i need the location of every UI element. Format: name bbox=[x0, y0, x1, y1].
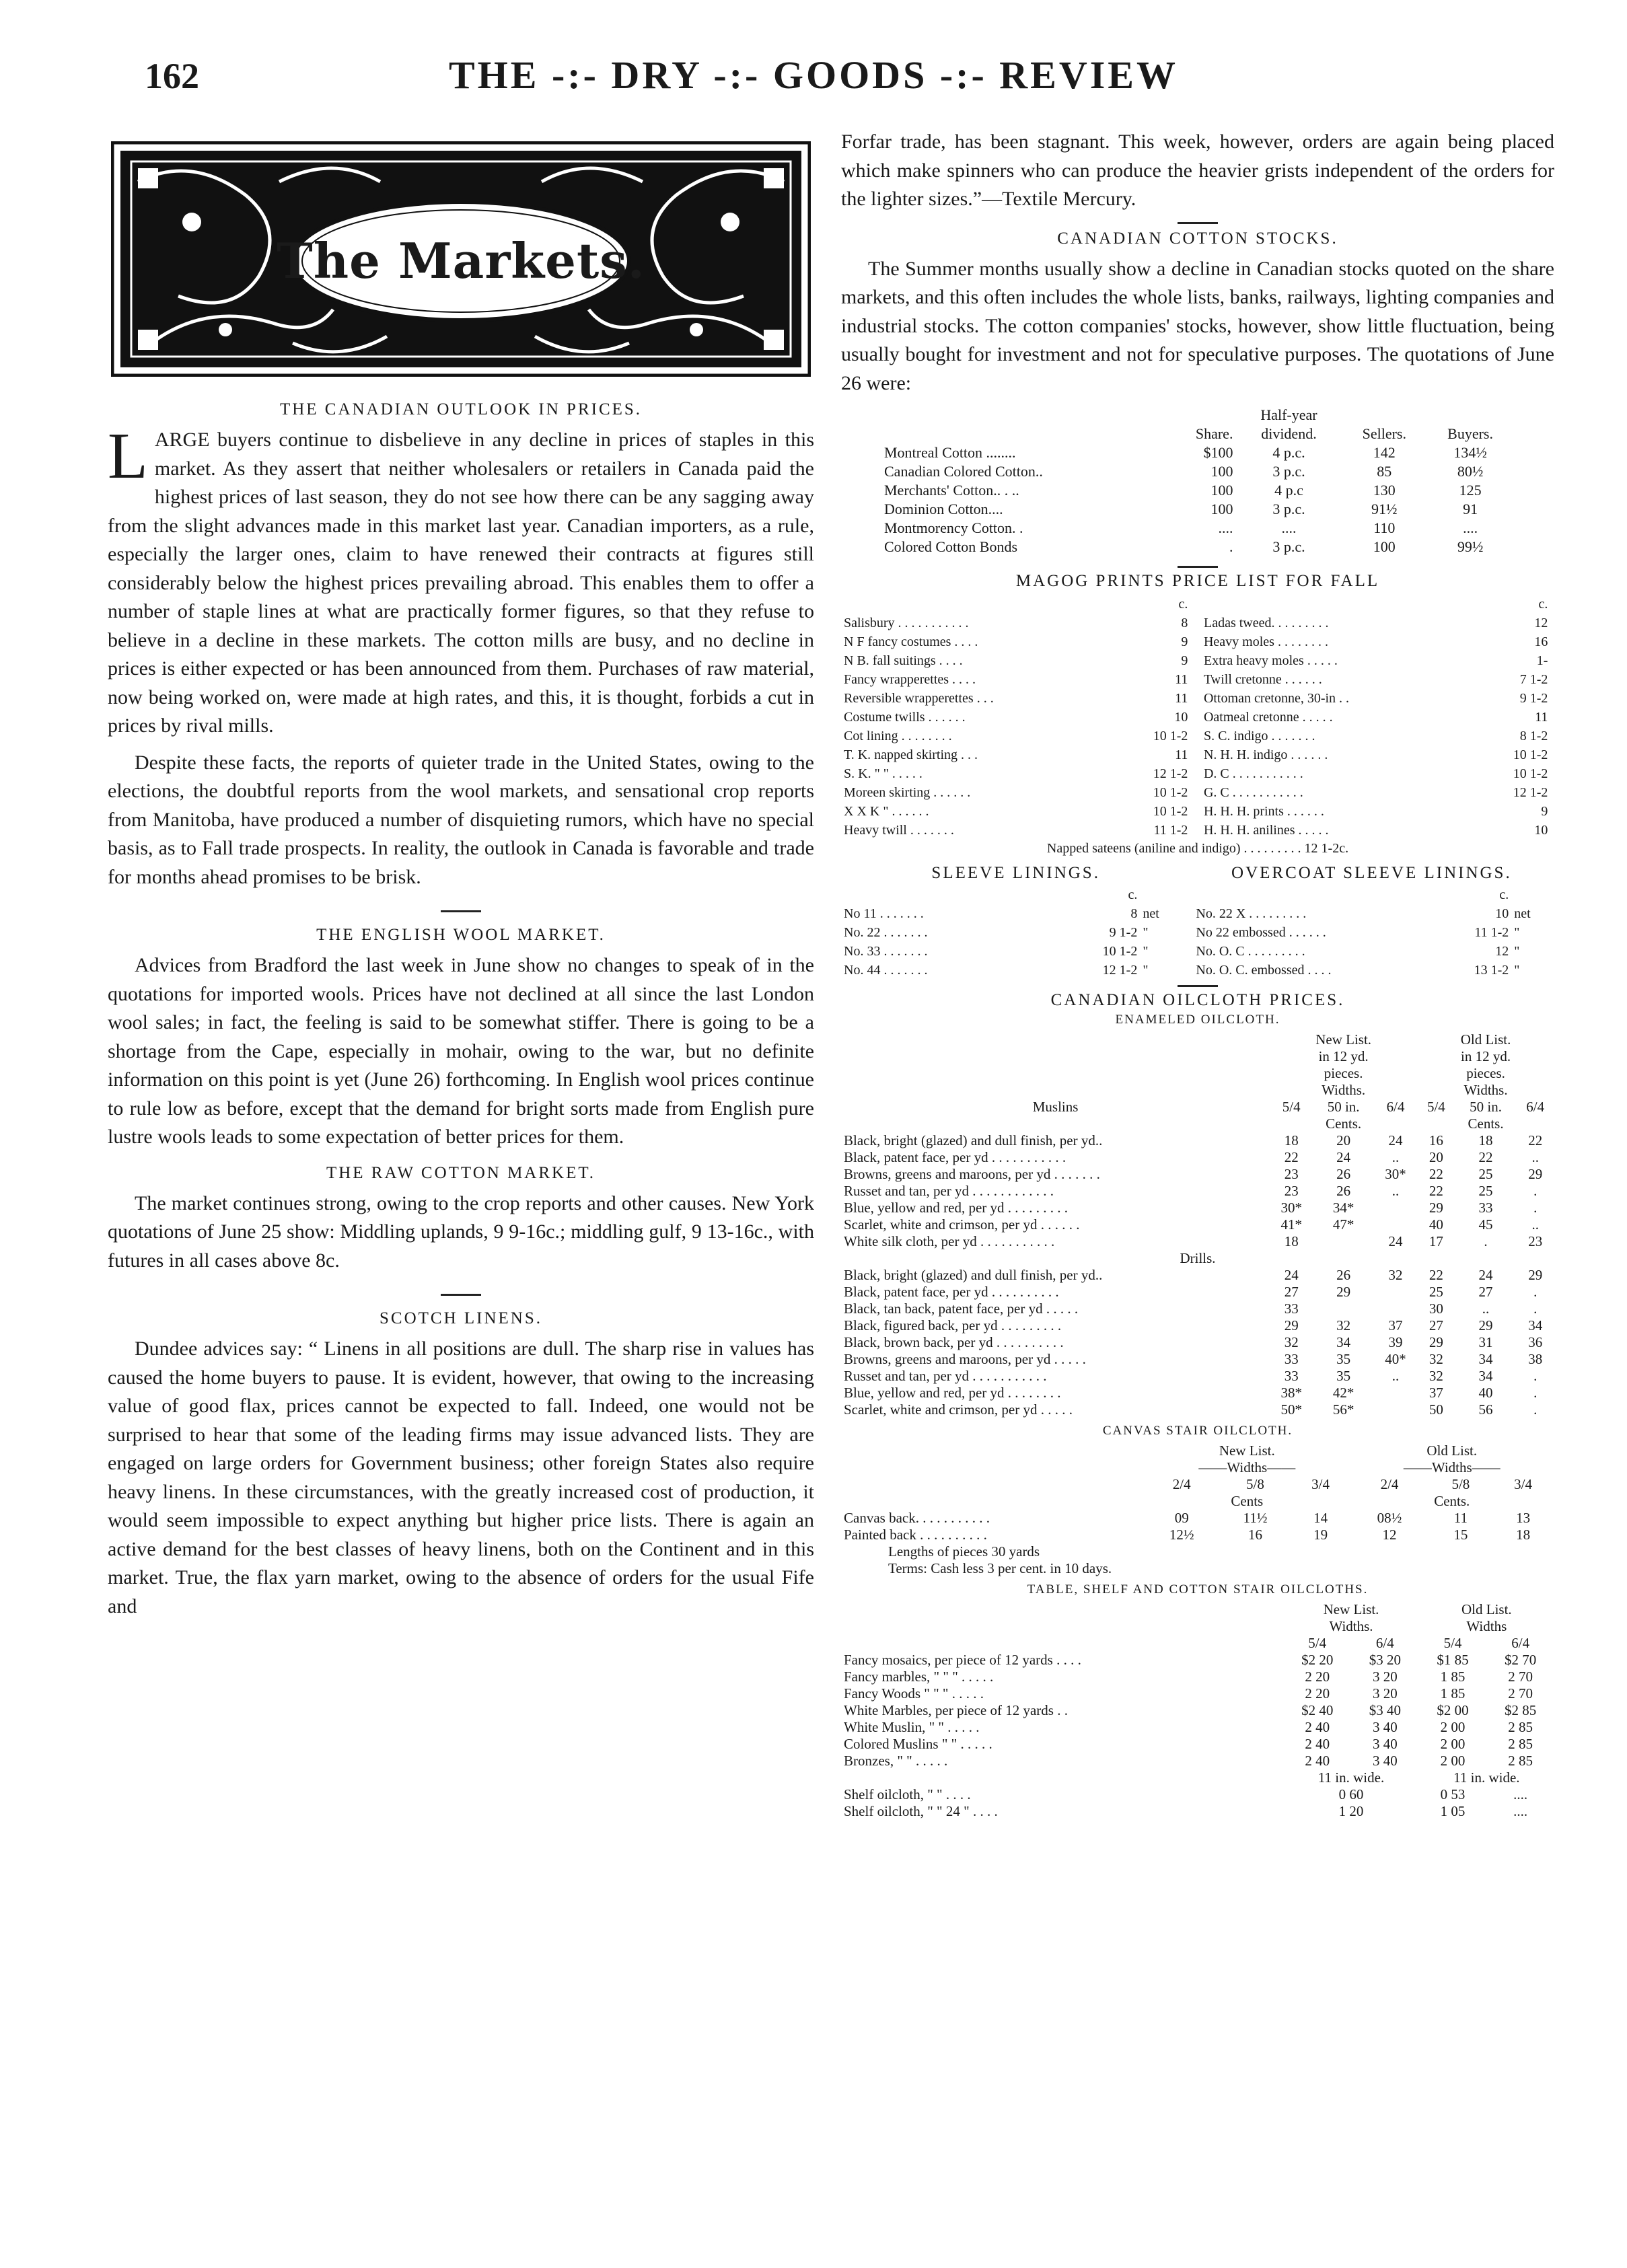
table-row: Ladas tweed. . . . . . . . . 12 bbox=[1203, 616, 1548, 630]
table-shelf-subheading: TABLE, SHELF AND COTTON STAIR OILCLOTHS. bbox=[1027, 1582, 1369, 1597]
section-heading-sleeve: SLEEVE LININGS. bbox=[931, 864, 1100, 882]
table-row: White Marbles, per piece of 12 yards . . $2 40 $3 40 $2 00 $2 85 bbox=[844, 1702, 1537, 1718]
canvas-subheading: CANVAS STAIR OILCLOTH. bbox=[1102, 1424, 1293, 1438]
section-rule bbox=[441, 1294, 481, 1296]
table-row: No. 44 . . . . . . . 12 1-2 " bbox=[844, 963, 1149, 978]
cotton-stocks-paragraph: The Summer months usually show a decline in Canadian stocks quoted on the share markets, and this often includes the whole lists, banks, railways, lighting companies and industrial stocks. The cotton companies' stocks, however, show little fluctuation, being usually bought for investment and not for speculative purposes. The quotations of June 26 were: bbox=[841, 257, 1554, 394]
markets-banner bbox=[111, 141, 811, 377]
drop-cap: L bbox=[108, 420, 148, 492]
table-row: Scarlet, white and crimson, per yd . . . . . 50* 56* 50 56 . bbox=[844, 1401, 1538, 1418]
table-row: Extra heavy moles . . . . . 1- bbox=[1203, 653, 1548, 668]
table-row: No. 22 X . . . . . . . . . 10 net bbox=[1196, 906, 1531, 921]
magog-right-table: c. Ladas tweed. . . . . . . . . 12 Heavy moles . . . . . . . . 16 Extra heavy moles . . . . . 1- Twill cretonne . . . . . . 7 1-2 Ottoman cretonne, 30-in . . 9 1-2 Oatmeal cretonne . . . . . 11 S. C. indigo . . . . . . . 8 1-2 N. H. H. indigo . . . . . . 10 1-2 D. C . . . . . . . . . . . 10 1-2 G. C . . . . . . . . . . . 12 1-2 H. H. H. prints . . . . . . 9 H. H. H. anilines . . . . . 10 bbox=[1201, 595, 1550, 840]
table-row: Black, patent face, per yd . . . . . . . . . . . 22 24 .. 20 22 .. bbox=[844, 1149, 1539, 1165]
canvas-stair-table: New List. Old List. ——Widths—— ——Widths—— 2/4 5/8 3/4 2/4 5/8 3/4 Cents Cents. Canvas back. . . . . . . . . . . 09 11½ 14 08½ 11 13 Painted back . . . . . . . . . . 12½ 16 19 12 15 18 Lengths of pieces 30 yards Terms: Cash less 3 per cent. in 10 days. bbox=[841, 1442, 1554, 1577]
outlook-text-1: ARGE buyers continue to disbelieve in any decline in prices of staples in this market. As they assert that neither wholesalers or retailers in Canada paid the highest prices of last season, they do not see how there can be any sagging away from the slight advances made in this market last year. Canadian importers, as a rule, especially the larger ones, claim to have renewed their contracts at figures still considerably below the highest prices prevailing abroad. This enables them to offer a number of staple lines at what are practically former figures, so that they refuse to believe in a decline in these markets. The cotton mills are busy, and no decline in prices is either expected or has been announced from them. Purchases of raw material, now being worked on, were made at high rates, and this, it is thought, forbids a cut in prices by rival mills. bbox=[108, 429, 814, 737]
table-row: Heavy moles . . . . . . . . 16 bbox=[1203, 634, 1548, 649]
table-row: N. H. H. indigo . . . . . . 10 1-2 bbox=[1203, 747, 1548, 762]
drills-label: Drills. bbox=[1180, 1250, 1216, 1266]
table-row: Black, brown back, per yd . . . . . . . . . . 32 34 39 29 31 36 bbox=[844, 1334, 1543, 1350]
sleeve-table: c. No 11 . . . . . . . 8 net No. 22 . . . . . . . 9 1-2 " No. 33 . . . . . . . 10 1-2 " No. 44 . . . . . . . 12 1-2 " bbox=[841, 885, 1190, 980]
magog-note: Napped sateens (aniline and indigo) . . . . . . . . . 12 1-2c. bbox=[1046, 841, 1349, 856]
sleeve-linings bbox=[841, 861, 1554, 980]
table-row: Montmorency Cotton. . .... .... 110 .... bbox=[884, 519, 1478, 536]
table-row: No 11 . . . . . . . 8 net bbox=[844, 906, 1159, 921]
section-heading-magog: MAGOG PRINTS PRICE LIST FOR FALL bbox=[1015, 572, 1380, 590]
section-rule bbox=[1178, 985, 1218, 987]
outlook-paragraph-2: Despite these facts, the reports of quieter trade in the United States, owing to the elections, the doubtful reports from the wool markets, and sensational crop reports from Manitoba, have produced a number of disquieting rumors, which have no special basis, as to Fall trade prospects. In reality, the outlook in Canada is favorable and trade for months ahead promises to be brisk. bbox=[108, 751, 814, 888]
canvas-terms: Terms: Cash less 3 per cent. in 10 days. bbox=[888, 1560, 1112, 1576]
table-row: Canvas back. . . . . . . . . . . 09 11½ 14 08½ 11 13 bbox=[844, 1510, 1531, 1526]
table-row: Cot lining . . . . . . . . 10 1-2 bbox=[844, 729, 1188, 743]
canvas-note: Lengths of pieces 30 yards bbox=[888, 1543, 1040, 1560]
table-row: No 22 embossed . . . . . . 11 1-2 " bbox=[1196, 925, 1520, 940]
cotton-stocks-table bbox=[881, 406, 1514, 556]
table-row: Colored Muslins " " . . . . . 2 40 3 40 2 00 2 85 bbox=[844, 1736, 1533, 1752]
table-row: Ottoman cretonne, 30-in . . 9 1-2 bbox=[1203, 691, 1548, 706]
section-heading-cotton-stocks: CANADIAN COTTON STOCKS. bbox=[1057, 229, 1338, 248]
col-head: dividend. bbox=[1261, 425, 1317, 442]
table-row: Fancy Woods " " " . . . . . 2 20 3 20 1 85 2 70 bbox=[844, 1685, 1533, 1702]
table-row: Canadian Colored Cotton.. 100 3 p.c. 85 80½ bbox=[884, 463, 1484, 480]
col-head: Half-year bbox=[1260, 406, 1317, 423]
table-row: Twill cretonne . . . . . . 7 1-2 bbox=[1203, 672, 1548, 687]
table-row: Colored Cotton Bonds . 3 p.c. 100 99½ bbox=[884, 538, 1484, 555]
overcoat-table: c. No. 22 X . . . . . . . . . 10 net No 22 embossed . . . . . . 11 1-2 " No. O. C . . . . . . . . . 12 " No. O. C. embossed . . . . 13 1-2 " bbox=[1193, 885, 1550, 980]
table-row: Black, tan back, patent face, per yd . . . . . 33 30 .. . bbox=[844, 1301, 1538, 1317]
section-rule bbox=[1178, 566, 1218, 568]
page-number: 162 bbox=[145, 56, 199, 96]
table-row: H. H. H. prints . . . . . . 9 bbox=[1203, 804, 1548, 819]
table-row: Heavy twill . . . . . . . 11 1-2 bbox=[844, 823, 1188, 838]
table-row: Oatmeal cretonne . . . . . 11 bbox=[1203, 710, 1548, 725]
table-row: Dominion Cotton.... 100 3 p.c. 91½ 91 bbox=[884, 501, 1478, 517]
table-row: Merchants' Cotton.. . .. 100 4 p.c 130 125 bbox=[884, 482, 1482, 499]
table-row: Black, bright (glazed) and dull finish, per yd.. 18 20 24 16 18 22 bbox=[844, 1132, 1543, 1148]
section-rule bbox=[1178, 222, 1218, 224]
col-head: Share. bbox=[1195, 425, 1233, 442]
journal-title: THE -:- DRY -:- GOODS -:- REVIEW bbox=[449, 53, 1178, 97]
table-row: T. K. napped skirting . . . 11 bbox=[844, 747, 1188, 762]
section-heading-wool: THE ENGLISH WOOL MARKET. bbox=[316, 926, 606, 944]
outlook-paragraph-1 bbox=[108, 420, 814, 741]
left-column bbox=[108, 128, 814, 1629]
table-row: S. K. " " . . . . . 12 1-2 bbox=[844, 766, 1188, 781]
table-row: No. O. C . . . . . . . . . 12 " bbox=[1196, 944, 1520, 959]
table-shelf-oilcloth-table: New List. Old List. Widths. Widths 5/4 6/4 5/4 6/4 Fancy mosaics, per piece of 12 yards . . . . $2 20 $3 20 $1 85 $2 70 Fancy marbles, " " " . . . . . 2 20 3 20 1 85 2 70 Fancy Woods " " " . . . . . 2 20 3 20 1 85 2 70 White Marbles, per piece of 12 yards . . $2 40 $3 40 $2 00 $2 85 White Muslin, " " . . . . . 2 40 3 40 2 00 2 85 Colored Muslins " " . . . . . 2 40 3 40 2 00 2 85 Bronzes, " " . . . . . 2 40 3 40 2 00 2 85 11 in. wide. 11 in. wide. Shelf oilcloth, " " . . . . 0 60 0 53 .... Shelf oilcloth, " " 24 " . . . . 1 20 1 05 .... bbox=[841, 1601, 1554, 1820]
table-row: Moreen skirting . . . . . . 10 1-2 bbox=[844, 785, 1188, 800]
table-row: No. 33 . . . . . . . 10 1-2 " bbox=[844, 944, 1149, 959]
table-row: Fancy wrapperettes . . . . 11 bbox=[844, 672, 1188, 687]
table-row: Shelf oilcloth, " " . . . . 0 60 0 53 .... bbox=[844, 1786, 1528, 1802]
table-row: G. C . . . . . . . . . . . 12 1-2 bbox=[1203, 785, 1548, 800]
table-row: N F fancy costumes . . . . 9 bbox=[844, 634, 1188, 649]
table-row: N B. fall suitings . . . . 9 bbox=[844, 653, 1188, 668]
table-row: Reversible wrapperettes . . . 11 bbox=[844, 691, 1188, 706]
table-row: No. 22 . . . . . . . 9 1-2 " bbox=[844, 925, 1149, 940]
table-row: Russet and tan, per yd . . . . . . . . . . . . 23 26 .. 22 25 . bbox=[844, 1183, 1538, 1199]
table-row: X X K " . . . . . . 10 1-2 bbox=[844, 804, 1188, 819]
table-row: Browns, greens and maroons, per yd . . . . . 33 35 40* 32 34 38 bbox=[844, 1351, 1543, 1367]
col-head: Sellers. bbox=[1362, 425, 1406, 442]
table-row: D. C . . . . . . . . . . . 10 1-2 bbox=[1203, 766, 1548, 781]
wool-paragraph: Advices from Bradford the last week in June show no changes to speak of in the quotations for imported wools. Prices have not declined at all since the last London wool sales; in fact, the feeling is said to be somewhat stiffer. There is going to be a shortage from the Cape, especially in mohair, owing to the war, but no definite information on this point is yet (June 26) forthcoming. In English wool prices continue to rule low as before, except that the demand for bright sorts made from English pure lustre wools leads to some expectation of better prices for them. bbox=[108, 954, 814, 1148]
section-heading-linens: SCOTCH LINENS. bbox=[379, 1309, 542, 1327]
table-row: Blue, yellow and red, per yd . . . . . . . . 38* 42* 37 40 . bbox=[844, 1385, 1538, 1401]
table-row: Black, figured back, per yd . . . . . . . . . 29 32 37 27 29 34 bbox=[844, 1317, 1543, 1333]
section-rule bbox=[441, 910, 481, 912]
table-row: No. O. C. embossed . . . . 13 1-2 " bbox=[1196, 963, 1520, 978]
banner-title: The Markets. bbox=[277, 232, 645, 289]
table-row: H. H. H. anilines . . . . . 10 bbox=[1203, 823, 1548, 838]
table-row: Montreal Cotton ........ $100 4 p.c. 142 134½ bbox=[884, 444, 1487, 461]
enameled-oilcloth-table: New List. Old List. in 12 yd. in 12 yd. pieces. pieces. Widths. Widths. Muslins 5/4 50 in. 6/4 5/4 50 in. 6/4 Cents. Cents. Black, bright (glazed) and dull finish, per yd.. 18 20 24 16 18 22 Black, patent face, per yd . . . . . . . . . . . 22 24 .. 20 22 .. Browns, greens and maroons, per yd . . . . . . . 23 26 30* 22 25 29 Russet and tan, per yd . . . . . . . . . . . . 23 26 .. 22 25 . Blue, yellow and red, per yd . . . . . . . . . 30* 34* 29 33 . Scarlet, white and crimson, per yd . . . . . . 41* 47* 40 45 .. White silk cloth, per yd . . . . . . . . . . . 18 24 17 . 23 Drills. Black, bright (glazed) and dull finish, per yd.. 24 26 32 22 24 29 Black, patent face, per yd . . . . . . . . . . 27 29 25 27 . Black, tan back, patent face, per yd . . . . . 33 30 .. . Black, figured back, per yd . . . . . . . . . 29 32 37 27 29 34 Black, brown back, per yd . . . . . . . . . . 32 34 39 29 31 36 Browns, greens and maroons, per yd . . . . . 33 35 40* 32 34 38 Russet and tan, per yd . . . . . . . . . . . 33 35 .. 32 34 . Blue, yellow and red, per yd . . . . . . . . 38* 42* 37 40 . Scarlet, white and crimson, per yd . . . . . 50* 56* 50 56 . bbox=[841, 1031, 1554, 1418]
cotton-paragraph: The market continues strong, owing to the crop reports and other causes. New York quotations of June 25 show: Middling uplands, 9 9-16c.; middling gulf, 9 13-16c., with futures in all cases above 8c. bbox=[108, 1192, 814, 1272]
table-row: White Muslin, " " . . . . . 2 40 3 40 2 00 2 85 bbox=[844, 1719, 1533, 1735]
table-row: S. C. indigo . . . . . . . 8 1-2 bbox=[1203, 729, 1548, 743]
section-heading-oilcloth: CANADIAN OILCLOTH PRICES. bbox=[1050, 991, 1345, 1009]
linens-paragraph: Dundee advices say: “ Linens in all positions are dull. The sharp rise in values has caused the home buyers to pause. It is evident, however, that owing to the increasing value of good flax, prices cannot be expected to fall. Indeed, one would not be surprised to hear that some of the leading firms may issue advanced lists. They are engaged on large orders for Government business; other foreign States also require heavy linens. In these circumstances, with the greatly increased cost of production, it would seem impossible to expect anything but higher price lists. There is again an active demand for the best classes of heavy linens, both on the Continent and in this market. True, the flax yarn market, owing to the absence of orders for the usual Fife and bbox=[108, 1338, 814, 1617]
section-heading-outlook: THE CANADIAN OUTLOOK IN PRICES. bbox=[279, 400, 643, 418]
table-row: Browns, greens and maroons, per yd . . . . . . . 23 26 30* 22 25 29 bbox=[844, 1166, 1543, 1182]
table-row: Salisbury . . . . . . . . . . . 8 bbox=[844, 616, 1188, 630]
table-row: Black, bright (glazed) and dull finish, per yd.. 24 26 32 22 24 29 bbox=[844, 1267, 1543, 1283]
continued-paragraph: Forfar trade, has been stagnant. This week, however, orders are again being placed which make spinners who can produce the heavier grists independent of the orders for the lighter sizes.”—Textile Mercury. bbox=[841, 131, 1554, 210]
table-row: Costume twills . . . . . . 10 bbox=[844, 710, 1188, 725]
table-row: Shelf oilcloth, " " 24 " . . . . 1 20 1 05 .... bbox=[844, 1803, 1528, 1819]
table-row: Fancy mosaics, per piece of 12 yards . . . . $2 20 $3 20 $1 85 $2 70 bbox=[844, 1652, 1537, 1668]
table-row: Russet and tan, per yd . . . . . . . . . . . 33 35 .. 32 34 . bbox=[844, 1368, 1538, 1384]
table-row: White silk cloth, per yd . . . . . . . . . . . 18 24 17 . 23 bbox=[844, 1233, 1543, 1249]
right-column bbox=[841, 128, 1554, 1820]
table-row: Bronzes, " " . . . . . 2 40 3 40 2 00 2 85 bbox=[844, 1753, 1533, 1769]
table-row: Blue, yellow and red, per yd . . . . . . . . . 30* 34* 29 33 . bbox=[844, 1200, 1538, 1216]
col-head: Buyers. bbox=[1447, 425, 1493, 442]
table-row: Scarlet, white and crimson, per yd . . . . . . 41* 47* 40 45 .. bbox=[844, 1216, 1539, 1233]
magog-left-table: c. Salisbury . . . . . . . . . . . 8 N F fancy costumes . . . . 9 N B. fall suitings . . . . 9 Fancy wrapperettes . . . . 11 Reversible wrapperettes . . . 11 Costume twills . . . . . . 10 Cot lining . . . . . . . . 10 1-2 T. K. napped skirting . . . 11 S. K. " " . . . . . 12 1-2 Moreen skirting . . . . . . 10 1-2 X X K " . . . . . . 10 1-2 Heavy twill . . . . . . . 11 1-2 bbox=[841, 595, 1190, 840]
enameled-subheading: ENAMELED OILCLOTH. bbox=[1115, 1013, 1280, 1027]
table-row: Fancy marbles, " " " . . . . . 2 20 3 20 1 85 2 70 bbox=[844, 1669, 1533, 1685]
section-heading-cotton: THE RAW COTTON MARKET. bbox=[326, 1163, 596, 1182]
table-row: Black, patent face, per yd . . . . . . . . . . 27 29 25 27 . bbox=[844, 1284, 1538, 1300]
table-row: Painted back . . . . . . . . . . 12½ 16 19 12 15 18 bbox=[844, 1527, 1531, 1543]
section-heading-overcoat: OVERCOAT SLEEVE LININGS. bbox=[1231, 864, 1512, 882]
magog-price-list bbox=[841, 595, 1554, 857]
